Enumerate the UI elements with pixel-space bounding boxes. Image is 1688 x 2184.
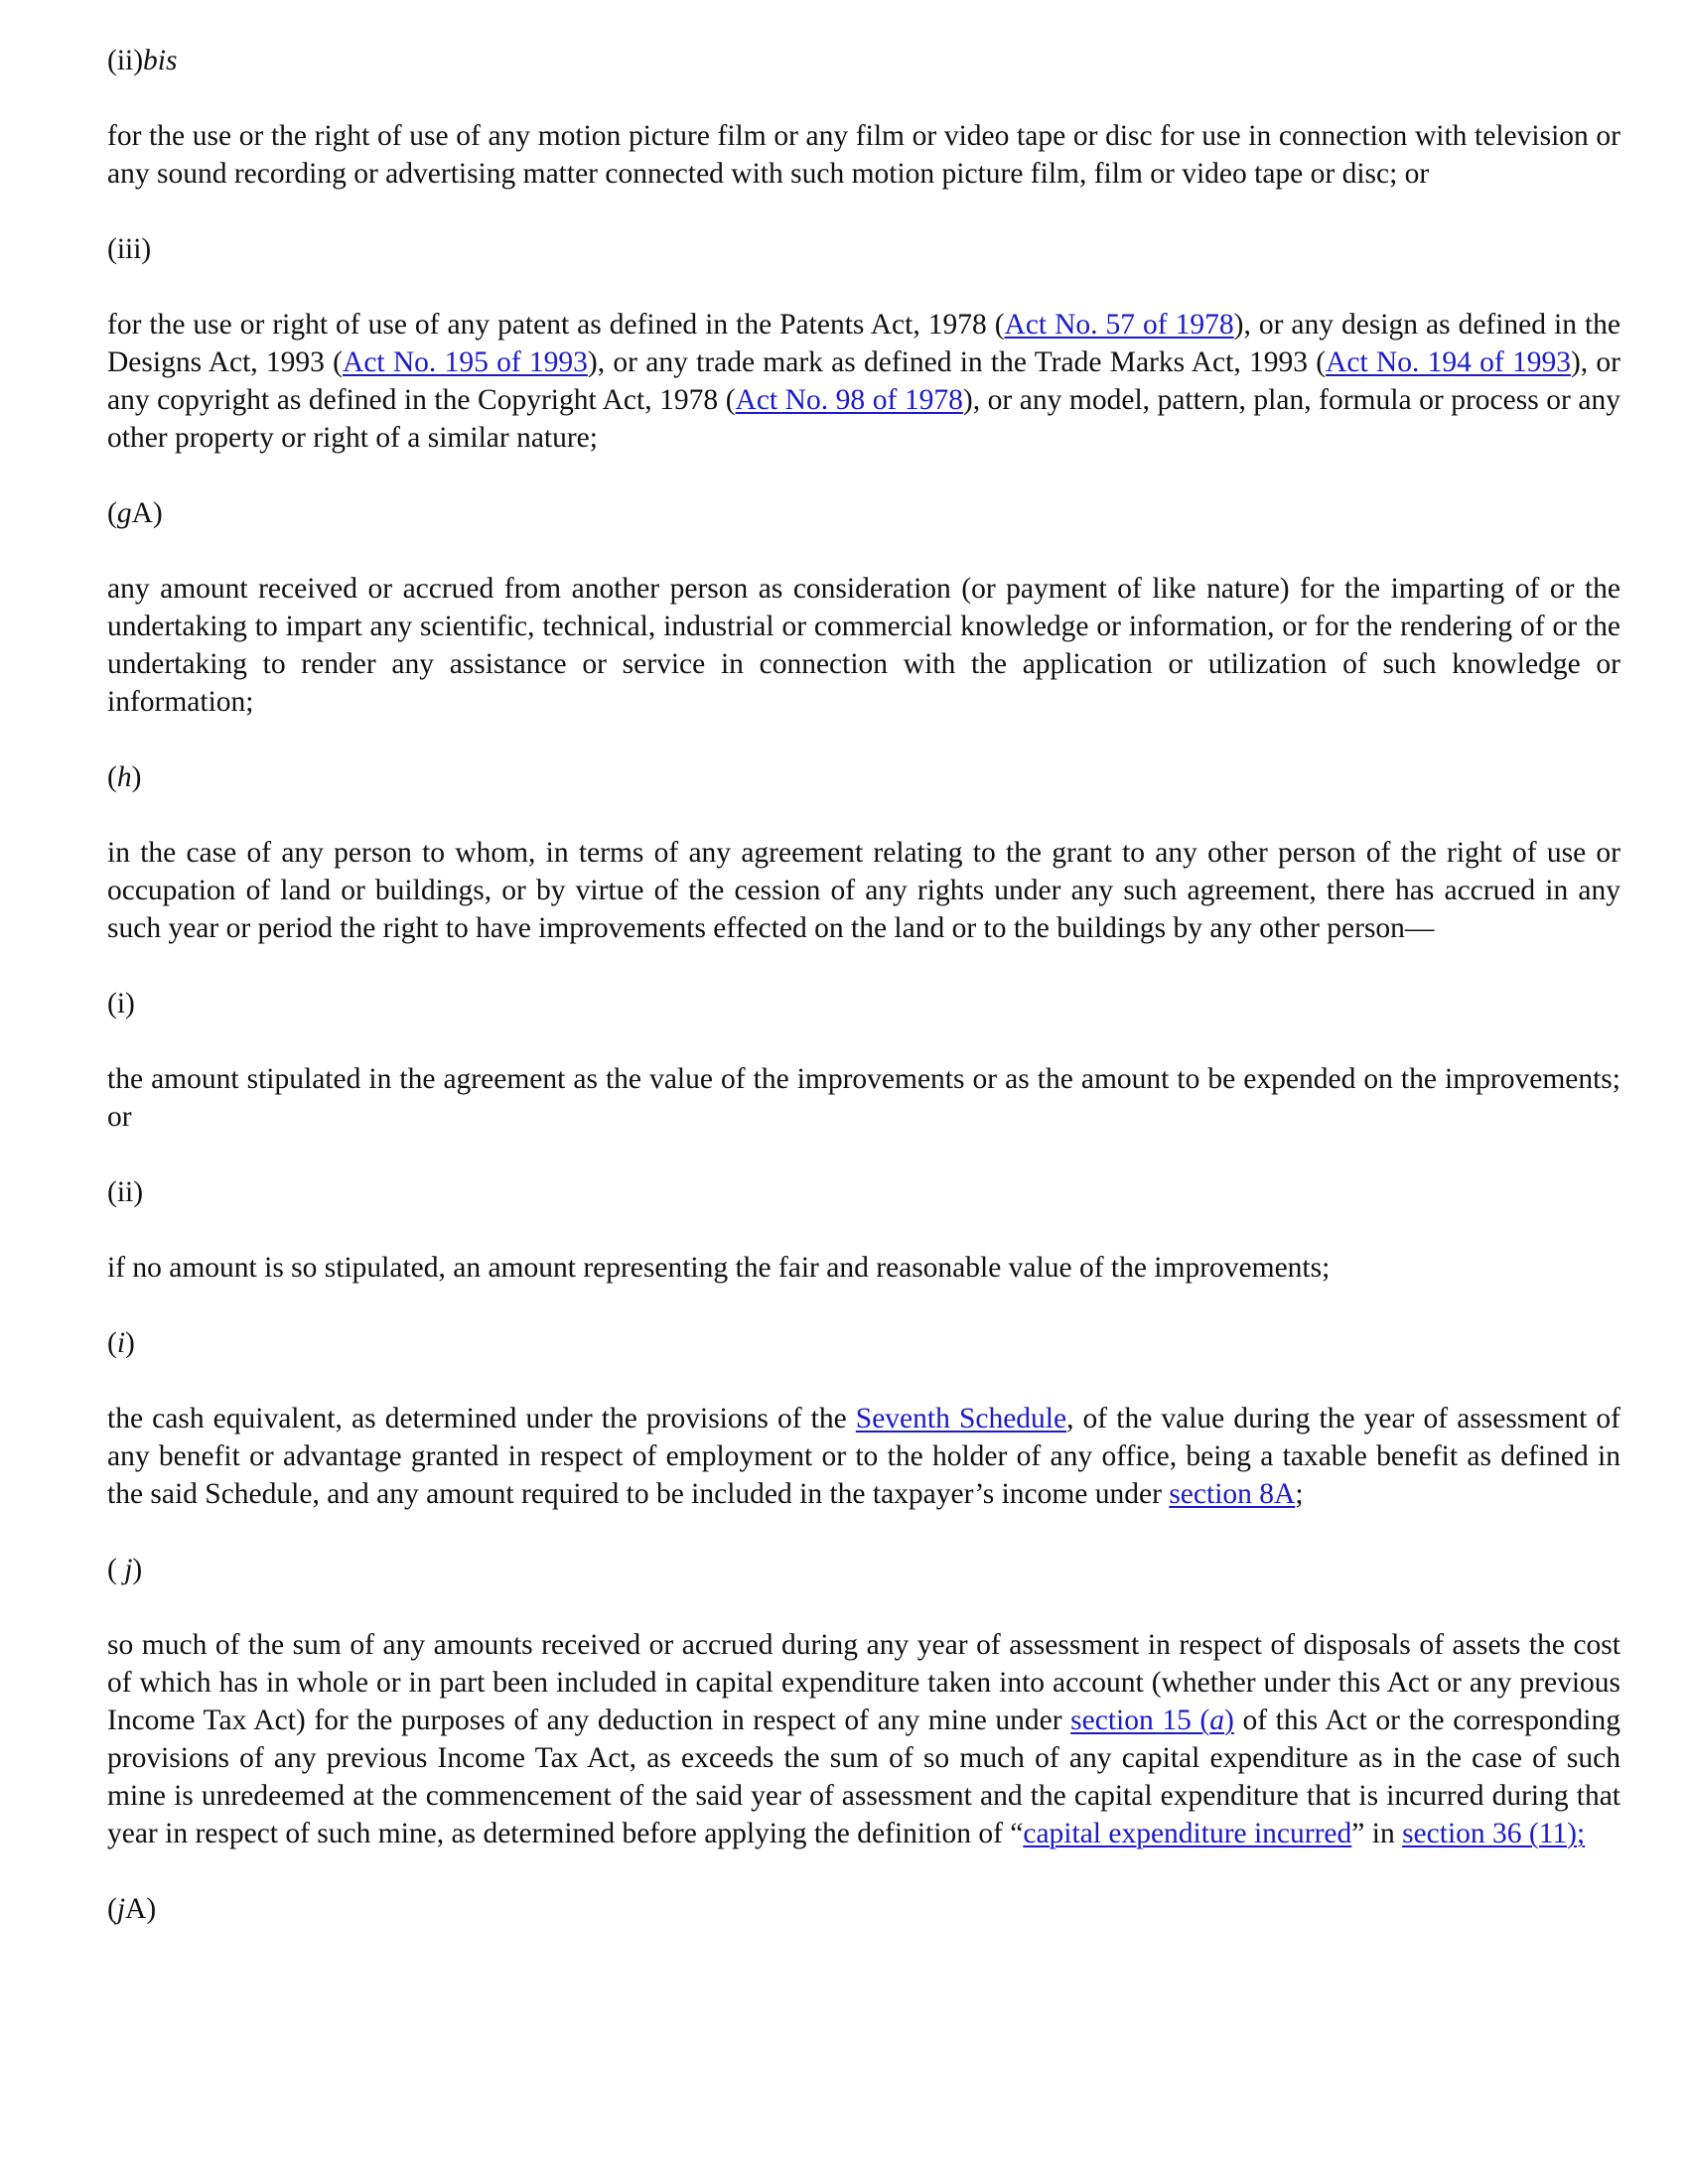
label-text: bis (143, 45, 178, 76)
body-text: , of the value during the year of assessment of any benefit or advantage granted in respect of employment or to the holder of any office, being a taxable benefit as defined in the said Schedule, and any amount required to be included in the taxpayer’s income under (107, 1403, 1620, 1510)
label-text: ( (107, 761, 117, 793)
provision-label (107, 758, 1620, 796)
cross-reference-link[interactable]: ; (1576, 1818, 1586, 1849)
body-text: ), or any trade mark as defined in the Trade Marks Act, 1993 ( (587, 346, 1327, 378)
provision-label (107, 1890, 1620, 1928)
document-page (107, 42, 1620, 1966)
cross-reference-link[interactable]: capital expenditure incurred (1023, 1818, 1352, 1849)
provision-body (107, 1400, 1620, 1513)
body-text: for the use or the right of use of any motion picture film or any film or video tape or disc for use in connection with television or any sound recording or advertising matter connected with such motion picture film, film or video tape or disc; or (107, 120, 1620, 190)
provision-label (107, 985, 1620, 1023)
cross-reference-link[interactable]: section 8A (1169, 1478, 1296, 1510)
label-text: (i) (107, 988, 135, 1020)
provision-block (107, 230, 1620, 457)
cross-reference-link[interactable]: Seventh Schedule (855, 1403, 1067, 1434)
label-text: h (116, 761, 132, 793)
provision-block (107, 42, 1620, 193)
label-text: ( (107, 497, 117, 529)
provision-body (107, 1626, 1620, 1852)
body-text: in the case of any person to whom, in terms of any agreement relating to the grant to any other person of the right of use or occupation of land or buildings, or by virtue of the cession of any rights under any such agreement, there has accrued in any such year or period the right to have improvements effected on the land or to the buildings by any other person— (107, 837, 1620, 944)
cross-reference-link[interactable]: Act No. 195 of 1993 (343, 346, 588, 378)
body-text: the amount stipulated in the agreement as the value of the improvements or as the amount to be expended on the improvements; or (107, 1063, 1620, 1133)
body-text: ), or any design as defined in the Designs Act, 1993 ( (107, 309, 1620, 378)
label-text: ) (132, 1554, 143, 1585)
label-text: (iii) (107, 233, 152, 265)
provision-block (107, 1324, 1620, 1513)
provision-block (107, 1551, 1620, 1852)
label-text: i (116, 1327, 126, 1359)
label-text: A) (131, 497, 163, 529)
body-text: so much of the sum of any amounts received or accrued during any year of assessment in respect of disposals of assets the cost of which has in whole or in part been included in capital expenditure taken into account (whether under this Act or any previous Income Tax Act) for the purposes of any deduction in respect of any mine under (107, 1629, 1620, 1736)
provision-block (107, 1890, 1620, 1928)
label-text: ( (107, 1554, 125, 1585)
provision-label (107, 1551, 1620, 1588)
body-text: ), or any copyright as defined in the Copyright Act, 1978 ( (107, 346, 1620, 416)
body-text: of this Act or the corresponding provisions of any previous Income Tax Act, as exceeds the sum of so much of any capital expenditure as in the case of such mine is unredeemed at the commencement of the said year of assessment and the capital expenditure that is incurred during that year in respect of such mine, as determined before applying the definition of “ (107, 1705, 1620, 1849)
provision-body (107, 1249, 1620, 1287)
body-text: for the use or right of use of any patent as defined in the Patents Act, 1978 ( (107, 309, 1005, 341)
provision-label (107, 42, 1620, 79)
provision-body (107, 306, 1620, 457)
provision-body (107, 1060, 1620, 1136)
provision-body (107, 834, 1620, 947)
cross-reference-link[interactable]: section 36 (11) (1402, 1818, 1577, 1849)
provision-block (107, 1173, 1620, 1287)
label-text: (ii) (107, 45, 144, 76)
cross-reference-link[interactable]: a (1209, 1705, 1225, 1736)
body-text: if no amount is so stipulated, an amount representing the fair and reasonable value of the improvements; (107, 1252, 1331, 1284)
cross-reference-link[interactable]: Act No. 98 of 1978 (735, 384, 963, 416)
label-text: ) (125, 1327, 135, 1359)
provision-block (107, 985, 1620, 1136)
cross-reference-link[interactable]: section 15 ( (1070, 1705, 1210, 1736)
label-text: ( (107, 1893, 117, 1925)
label-text: j (116, 1893, 126, 1925)
label-text: ) (131, 761, 142, 793)
provision-block (107, 758, 1620, 947)
provision-label (107, 1324, 1620, 1362)
provision-block (107, 494, 1620, 721)
body-text: any amount received or accrued from another person as consideration (or payment of like nature) for the imparting of or the undertaking to impart any scientific, technical, industrial or commercial knowledge or information, or for the rendering of or the undertaking to render any assistance or service in connection with the application or utilization of such knowledge or information; (107, 573, 1620, 718)
label-text: (ii) (107, 1176, 144, 1208)
body-text: the cash equivalent, as determined under the provisions of the (107, 1403, 856, 1434)
label-text: g (116, 497, 132, 529)
cross-reference-link[interactable]: Act No. 57 of 1978 (1004, 309, 1234, 341)
body-text: ; (1295, 1478, 1304, 1510)
label-text: j (124, 1554, 133, 1585)
cross-reference-link[interactable]: ) (1224, 1705, 1234, 1736)
provision-body (107, 570, 1620, 721)
provision-body (107, 117, 1620, 193)
body-text: ), or any model, pattern, plan, formula or process or any other property or right of a similar nature; (107, 384, 1620, 454)
cross-reference-link[interactable]: Act No. 194 of 1993 (1326, 346, 1571, 378)
label-text: ( (107, 1327, 117, 1359)
body-text: ” in (1351, 1818, 1403, 1849)
provision-label (107, 494, 1620, 532)
provision-label (107, 230, 1620, 268)
label-text: A) (125, 1893, 157, 1925)
provision-label (107, 1173, 1620, 1211)
